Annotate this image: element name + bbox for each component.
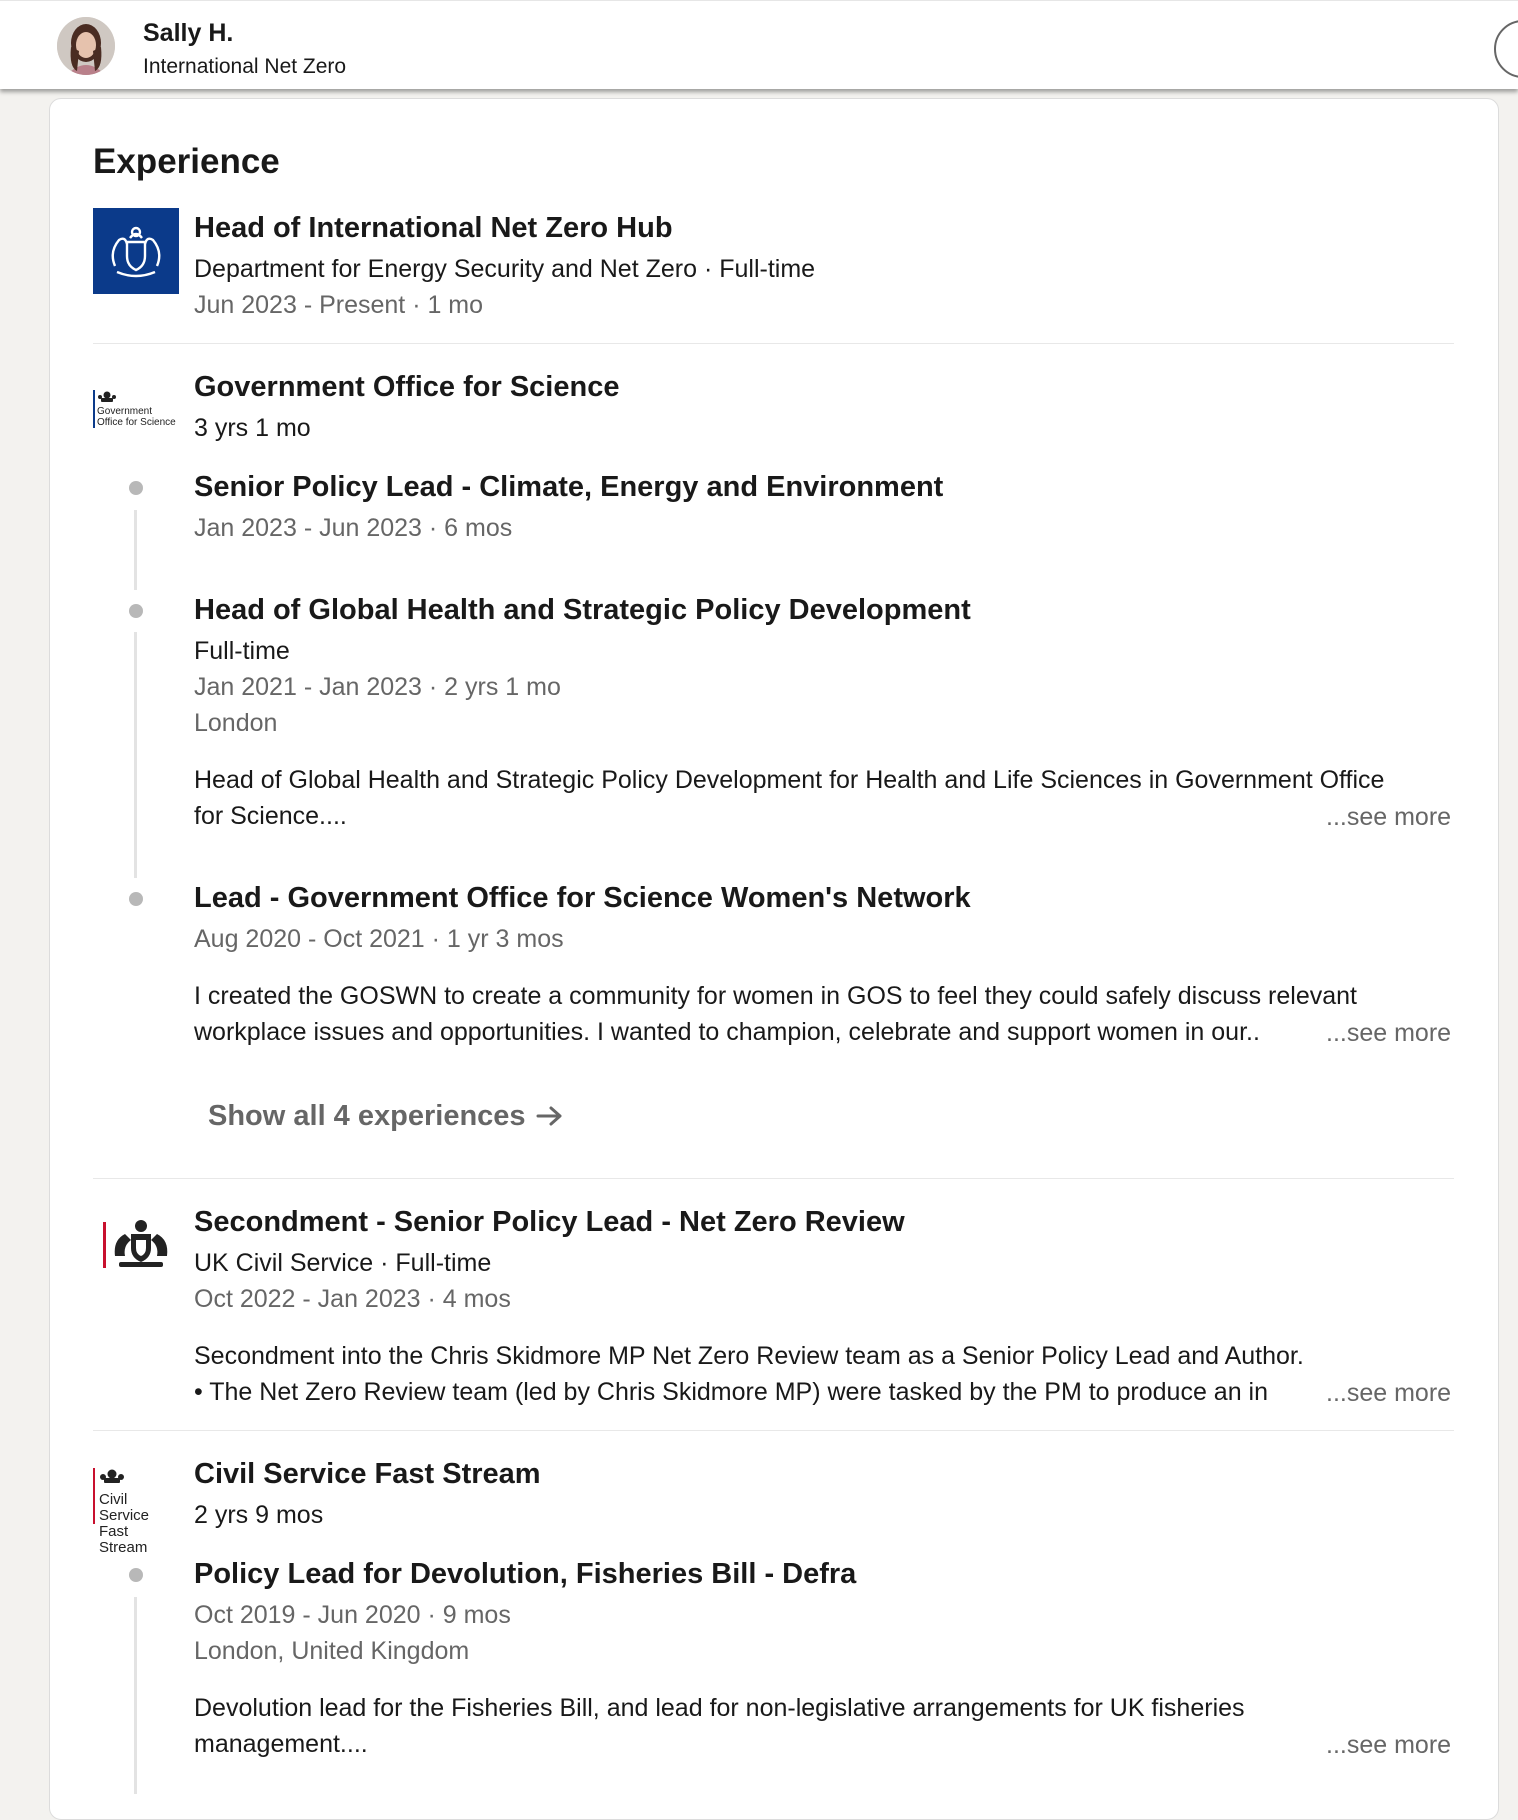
company-name[interactable]: Government Office for Science	[194, 371, 620, 403]
company-name[interactable]: Civil Service Fast Stream	[194, 1458, 541, 1490]
timeline-dot	[129, 1568, 143, 1582]
arrow-right-icon	[536, 1105, 564, 1127]
section-title: Experience	[93, 142, 280, 181]
see-more-link[interactable]: ...see more	[1326, 1019, 1452, 1047]
crest-icon	[111, 1216, 171, 1272]
role-description	[194, 978, 1434, 1050]
sticky-profile-header	[0, 0, 1518, 89]
description-line: for Science....	[194, 802, 347, 830]
more-actions-button[interactable]	[1494, 20, 1518, 78]
see-more-link[interactable]: ...see more	[1326, 1731, 1452, 1759]
description-line: Secondment into the Chris Skidmore MP Net Zero Review team as a Senior Policy Lead and Author.	[194, 1342, 1304, 1370]
experience-title[interactable]: Head of International Net Zero Hub	[194, 212, 673, 244]
role-description	[194, 762, 1434, 834]
logo-text-line: Fast Stream	[99, 1523, 148, 1556]
company-duration: 3 yrs 1 mo	[194, 414, 311, 442]
timeline-dot	[129, 892, 143, 906]
role-location: London, United Kingdom	[194, 1637, 470, 1665]
company-logo-uk-civil-service[interactable]	[93, 1200, 179, 1286]
crest-icon	[97, 390, 117, 404]
experience-dates: Oct 2022 - Jan 2023 · 4 mos	[194, 1285, 511, 1313]
experience-title[interactable]: Secondment - Senior Policy Lead - Net Zero Review	[194, 1206, 905, 1238]
role-location: London	[194, 709, 278, 737]
description-line: management....	[194, 1730, 368, 1758]
role-description	[194, 1690, 1434, 1762]
crest-icon	[99, 1468, 125, 1486]
timeline-line	[134, 1597, 137, 1794]
logo-text-line: Office for Science	[97, 417, 176, 428]
royal-coat-of-arms-icon	[93, 208, 179, 294]
logo-rule	[93, 390, 95, 428]
show-all-experiences-button[interactable]	[194, 1088, 578, 1144]
logo-rule	[103, 1222, 106, 1268]
role-title[interactable]: Senior Policy Lead - Climate, Energy and Environment	[194, 471, 944, 503]
role-title[interactable]: Lead - Government Office for Science Women's Network	[194, 882, 971, 914]
experience-description	[194, 1338, 1434, 1410]
company-duration: 2 yrs 9 mos	[194, 1501, 324, 1529]
timeline-dot	[129, 481, 143, 495]
profile-photo-icon	[57, 17, 115, 75]
role-dates: Oct 2019 - Jun 2020 · 9 mos	[194, 1601, 511, 1629]
company-logo-fast-stream[interactable]	[93, 1452, 179, 1556]
logo-text-line: Civil Service	[99, 1491, 150, 1524]
company-logo-go-science[interactable]	[93, 366, 179, 452]
description-line: workplace issues and opportunities. I wanted to champion, celebrate and support women in our..	[194, 1018, 1260, 1046]
description-line: Devolution lead for the Fisheries Bill, and lead for non-legislative arrangements for UK fisheries	[194, 1694, 1245, 1722]
profile-name[interactable]: Sally H.	[143, 19, 234, 47]
show-all-label: Show all 4 experiences	[208, 1099, 526, 1132]
experience-dates: Jun 2023 - Present · 1 mo	[194, 291, 484, 319]
experience-company: Department for Energy Security and Net Zero · Full-time	[194, 255, 816, 283]
role-title[interactable]: Policy Lead for Devolution, Fisheries Bill - Defra	[194, 1558, 857, 1590]
logo-label	[99, 1492, 179, 1556]
timeline-line	[134, 510, 137, 590]
description-line: I created the GOSWN to create a community for women in GOS to feel they could safely discuss relevant	[194, 982, 1358, 1010]
divider	[93, 1178, 1454, 1179]
logo-rule	[93, 1468, 95, 1524]
role-type: Full-time	[194, 637, 290, 665]
timeline-line	[134, 632, 137, 878]
logo-label	[97, 406, 176, 428]
role-dates: Aug 2020 - Oct 2021 · 1 yr 3 mos	[194, 925, 564, 953]
divider	[93, 1430, 1454, 1431]
see-more-link[interactable]: ...see more	[1326, 803, 1452, 831]
company-logo-desnz[interactable]	[93, 208, 179, 294]
role-dates: Jan 2021 - Jan 2023 · 2 yrs 1 mo	[194, 673, 561, 701]
profile-headline: International Net Zero	[143, 55, 347, 78]
avatar[interactable]	[57, 17, 115, 75]
logo-text-line: Government	[97, 406, 153, 417]
divider	[93, 343, 1454, 344]
role-title[interactable]: Head of Global Health and Strategic Policy Development	[194, 594, 971, 626]
experience-company: UK Civil Service · Full-time	[194, 1249, 492, 1277]
description-line: • The Net Zero Review team (led by Chris Skidmore MP) were tasked by the PM to produce an in	[194, 1378, 1269, 1406]
role-dates: Jan 2023 - Jun 2023 · 6 mos	[194, 514, 513, 542]
timeline-dot	[129, 604, 143, 618]
see-more-link[interactable]: ...see more	[1326, 1379, 1452, 1407]
description-line: Head of Global Health and Strategic Policy Development for Health and Life Sciences in Government Office	[194, 766, 1385, 794]
